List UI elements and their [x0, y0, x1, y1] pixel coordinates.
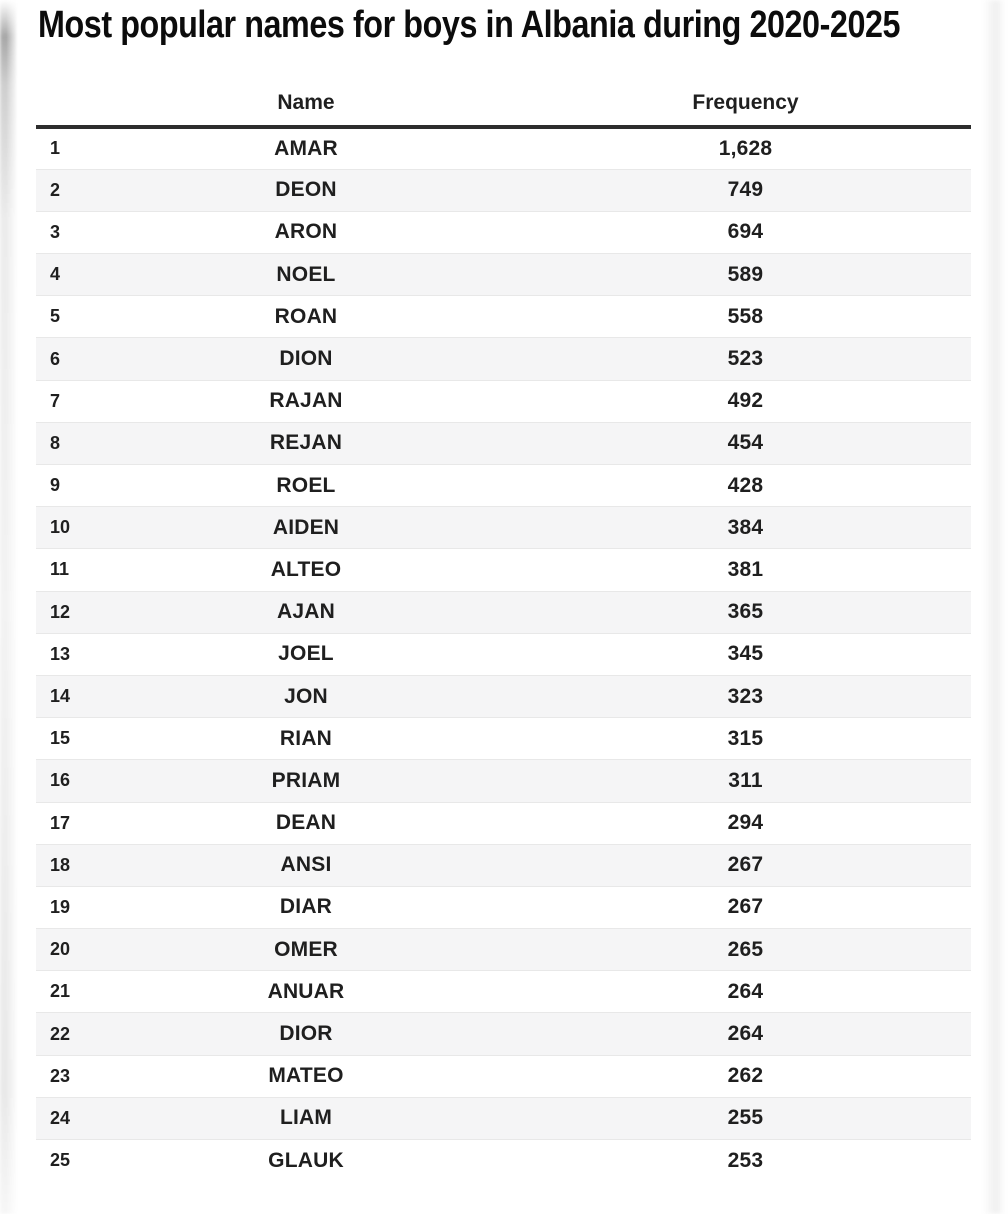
- row-name: ALTEO: [270, 557, 342, 581]
- row-rank: 10: [36, 507, 92, 549]
- row-name: ROEL: [276, 473, 336, 497]
- row-name: ANUAR: [267, 979, 345, 1003]
- table-row: [36, 211, 971, 253]
- row-frequency: 267: [520, 844, 971, 886]
- page-title: Most popular names for boys in Albania during 2020-2025: [38, 4, 901, 46]
- row-frequency: 523: [520, 338, 971, 380]
- row-rank: 8: [36, 422, 92, 464]
- row-frequency: 365: [520, 591, 971, 633]
- table-row: [36, 844, 971, 886]
- table-row: [36, 929, 971, 971]
- row-frequency: 492: [727, 389, 764, 413]
- row-rank: 11: [50, 559, 70, 580]
- table-row: [36, 1140, 971, 1182]
- row-rank: 17: [50, 812, 71, 833]
- row-frequency: 454: [520, 422, 971, 464]
- row-name: DIOR: [92, 1013, 520, 1055]
- row-rank: 3: [50, 221, 61, 242]
- table-row: [36, 338, 971, 380]
- row-name: AMAR: [274, 136, 338, 160]
- row-name: OMER: [92, 929, 520, 971]
- table-row: [36, 675, 971, 717]
- table-row: [36, 802, 971, 844]
- row-frequency: 267: [727, 895, 764, 919]
- table-row: [36, 127, 971, 169]
- row-rank: 2: [36, 169, 92, 211]
- frequency-column-header: Frequency: [520, 80, 971, 127]
- table-body: [36, 127, 971, 1182]
- row-rank: 4: [36, 254, 92, 296]
- row-rank: 9: [50, 475, 61, 496]
- row-rank: 14: [36, 675, 92, 717]
- table-row: [36, 507, 971, 549]
- name-column-header: Name: [92, 80, 520, 127]
- row-frequency: 262: [727, 1064, 764, 1088]
- row-rank: 25: [50, 1150, 71, 1171]
- row-frequency: 315: [727, 726, 764, 750]
- table-row: [36, 718, 971, 760]
- row-name: AIDEN: [92, 507, 520, 549]
- row-rank: 16: [36, 760, 92, 802]
- table-row: [36, 465, 971, 507]
- row-rank: 22: [36, 1013, 92, 1055]
- row-frequency: 294: [727, 811, 764, 835]
- row-frequency: 255: [520, 1097, 971, 1139]
- table-row: [36, 760, 971, 802]
- table-header: [36, 80, 971, 127]
- table-row: [36, 591, 971, 633]
- row-rank: 23: [50, 1065, 71, 1086]
- row-frequency: 749: [520, 169, 971, 211]
- row-frequency: 381: [727, 557, 764, 581]
- row-name: RIAN: [279, 726, 333, 750]
- table-row: [36, 1013, 971, 1055]
- row-name: AJAN: [92, 591, 520, 633]
- row-rank: 18: [36, 844, 92, 886]
- row-name: LIAM: [92, 1097, 520, 1139]
- row-rank: 13: [50, 643, 71, 664]
- row-rank: 6: [36, 338, 92, 380]
- row-rank: 12: [36, 591, 92, 633]
- row-frequency: 264: [520, 1013, 971, 1055]
- row-rank: 20: [36, 929, 92, 971]
- table-row: [36, 254, 971, 296]
- row-frequency: 428: [727, 473, 764, 497]
- row-rank: 24: [36, 1097, 92, 1139]
- row-name: PRIAM: [92, 760, 520, 802]
- table-row: [36, 971, 971, 1013]
- table-row: [36, 380, 971, 422]
- row-frequency: 345: [727, 642, 764, 666]
- row-rank: 7: [50, 390, 61, 411]
- table-row: [36, 549, 971, 591]
- row-name: DEON: [92, 169, 520, 211]
- table-header-row: [36, 80, 971, 127]
- row-frequency: 253: [727, 1148, 764, 1172]
- row-name: NOEL: [92, 254, 520, 296]
- row-name: JOEL: [278, 642, 334, 666]
- row-name: MATEO: [268, 1064, 344, 1088]
- table-row: [36, 169, 971, 211]
- row-name: RAJAN: [269, 389, 343, 413]
- row-name: REJAN: [92, 422, 520, 464]
- table-row: [36, 1097, 971, 1139]
- page-edge-shadow-left: [0, 0, 18, 1214]
- row-name: DION: [92, 338, 520, 380]
- row-frequency: 264: [727, 979, 764, 1003]
- row-rank: 1: [50, 138, 61, 159]
- row-name: DEAN: [275, 811, 337, 835]
- row-frequency: 323: [520, 675, 971, 717]
- row-frequency: 1,628: [718, 136, 773, 160]
- row-name: ARON: [274, 220, 338, 244]
- row-frequency: 384: [520, 507, 971, 549]
- table-row: [36, 296, 971, 338]
- row-rank: 21: [50, 981, 71, 1002]
- row-frequency: 311: [520, 760, 971, 802]
- row-frequency: 265: [520, 929, 971, 971]
- row-rank: 19: [50, 896, 71, 917]
- table-row: [36, 1055, 971, 1097]
- row-frequency: 558: [727, 304, 764, 328]
- row-name: DIAR: [279, 895, 333, 919]
- row-name: JON: [92, 675, 520, 717]
- rank-column-header: [36, 80, 92, 127]
- table-row: [36, 422, 971, 464]
- page-edge-shadow-right: [982, 0, 1008, 1214]
- row-rank: 5: [50, 306, 61, 327]
- row-frequency: 589: [520, 254, 971, 296]
- table-row: [36, 886, 971, 928]
- row-name: ANSI: [92, 844, 520, 886]
- names-table: [36, 80, 971, 1182]
- row-name: GLAUK: [268, 1148, 344, 1172]
- row-name: ROAN: [274, 304, 338, 328]
- row-frequency: 694: [727, 220, 764, 244]
- table-row: [36, 633, 971, 675]
- row-rank: 15: [50, 728, 71, 749]
